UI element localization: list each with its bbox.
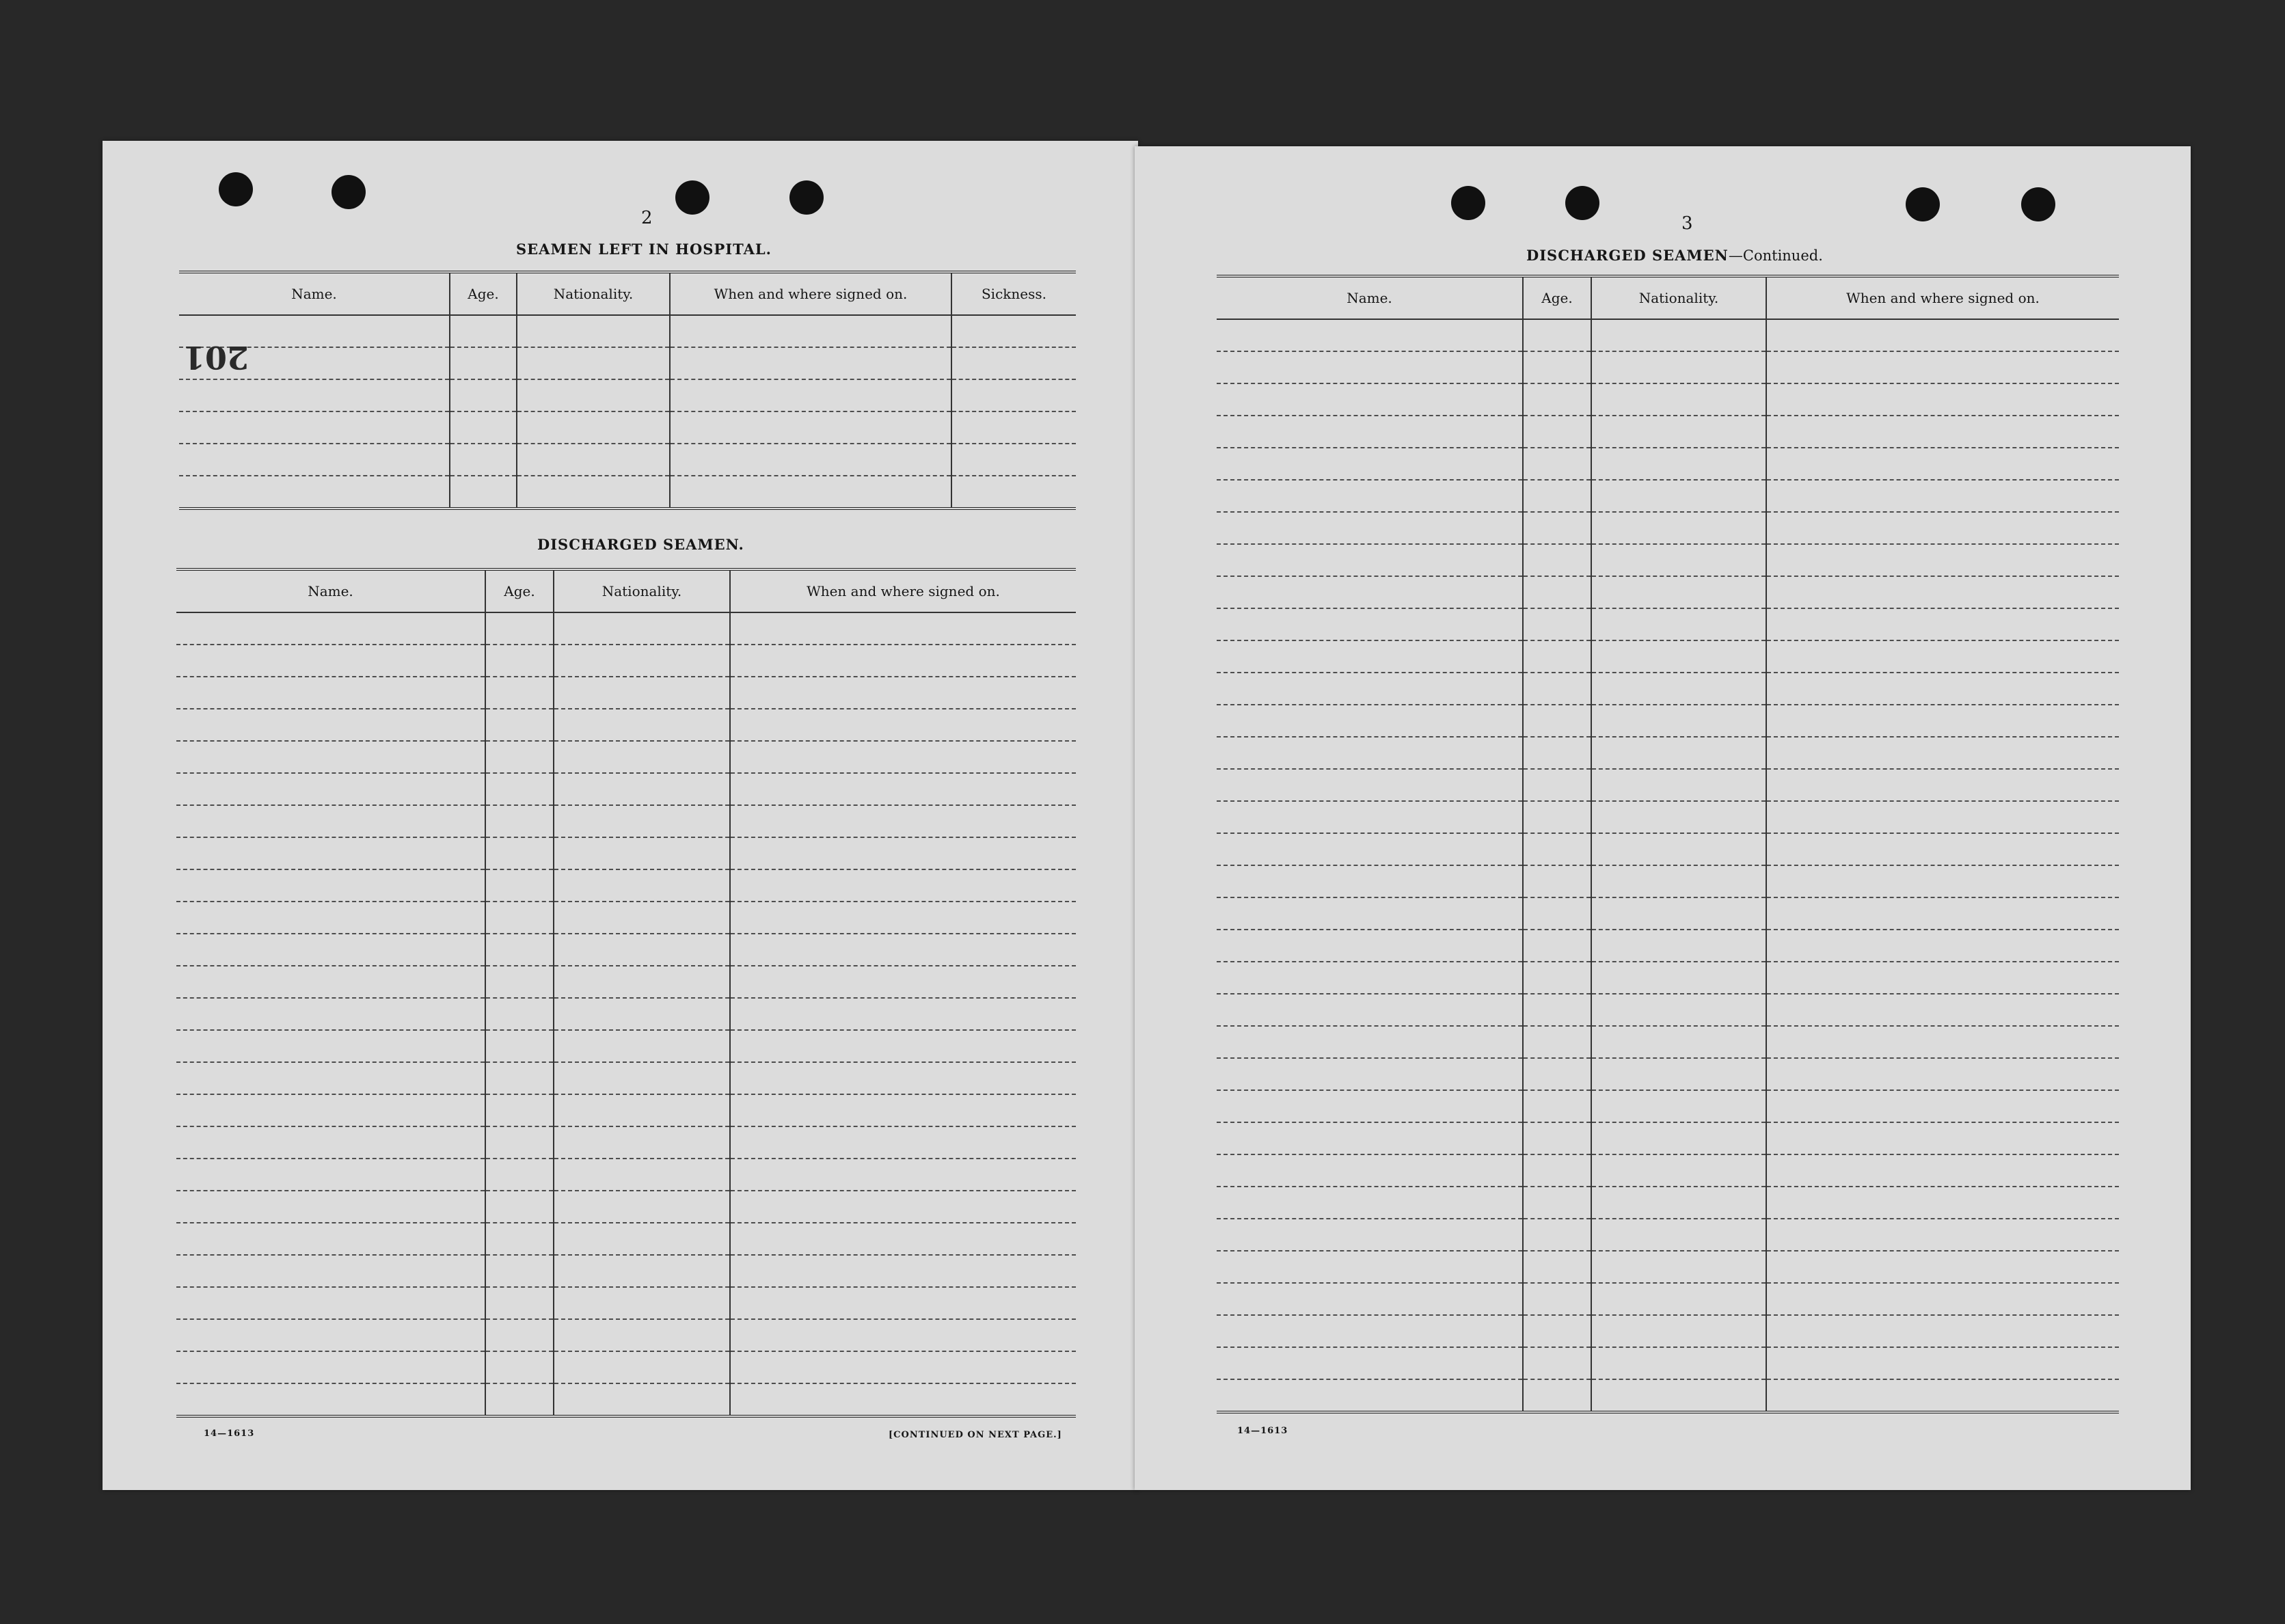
table-row — [179, 315, 1076, 347]
table-row — [1217, 769, 2119, 801]
column-header-nationality: Nationality. — [517, 272, 670, 315]
table-row — [1217, 962, 2119, 994]
form-number: 14—1613 — [204, 1429, 255, 1439]
table-row — [176, 934, 1076, 966]
table-row — [179, 476, 1076, 509]
punch-hole — [1906, 187, 1940, 221]
column-header-name: Name. — [1217, 276, 1523, 319]
punch-hole — [675, 180, 709, 215]
table-row — [1217, 1347, 2119, 1379]
table-row — [176, 1319, 1076, 1351]
punch-hole — [219, 172, 253, 206]
table-row — [176, 1191, 1076, 1223]
table-row — [1217, 640, 2119, 673]
table-row — [176, 1223, 1076, 1255]
table-row — [176, 645, 1076, 677]
table-row — [1217, 1283, 2119, 1315]
column-header-signed-on: When and where signed on. — [670, 272, 951, 315]
table-row — [1217, 383, 2119, 416]
table-row — [1217, 1026, 2119, 1058]
hospital-table — [179, 271, 1076, 510]
column-header-nationality: Nationality. — [554, 569, 730, 612]
table-row — [176, 1062, 1076, 1094]
table-row — [1217, 416, 2119, 448]
page-number: 2 — [641, 208, 653, 228]
form-number: 14—1613 — [1237, 1426, 1288, 1436]
table-row — [1217, 512, 2119, 544]
column-header-signed-on: When and where signed on. — [730, 569, 1076, 612]
table-row — [176, 869, 1076, 902]
table-row — [1217, 1379, 2119, 1412]
table-row — [1217, 1251, 2119, 1283]
left-page — [103, 141, 1138, 1490]
punch-hole — [1565, 186, 1599, 220]
punch-hole — [332, 175, 366, 209]
table-row — [176, 677, 1076, 709]
table-row — [1217, 897, 2119, 930]
continued-note: [CONTINUED ON NEXT PAGE.] — [889, 1430, 1062, 1440]
discharged-continued-rows — [1217, 319, 2119, 1412]
table-row — [176, 1126, 1076, 1159]
column-header-age: Age. — [1523, 276, 1591, 319]
table-row — [1217, 1315, 2119, 1347]
column-header-nationality: Nationality. — [1591, 276, 1766, 319]
table-row — [176, 966, 1076, 998]
table-row — [1217, 865, 2119, 897]
discharged-section-title: DISCHARGED SEAMEN. — [537, 536, 744, 553]
table-row — [1217, 448, 2119, 480]
table-row — [1217, 705, 2119, 737]
table-row — [1217, 1154, 2119, 1187]
table-row — [1217, 576, 2119, 608]
title-main: DISCHARGED SEAMEN — [1526, 247, 1729, 264]
table-row — [179, 411, 1076, 444]
table-row — [176, 1094, 1076, 1126]
punch-hole — [1451, 186, 1485, 220]
table-row — [176, 1383, 1076, 1416]
right-page — [1135, 146, 2191, 1490]
column-header-name: Name. — [179, 272, 450, 315]
table-row — [1217, 544, 2119, 576]
table-row — [179, 379, 1076, 411]
punch-hole — [2021, 187, 2055, 221]
table-row — [1217, 737, 2119, 769]
table-row — [176, 805, 1076, 837]
table-row — [179, 347, 1076, 379]
column-header-age: Age. — [485, 569, 554, 612]
discharged-continued-title — [1526, 247, 1823, 264]
title-suffix: —Continued. — [1728, 247, 1823, 264]
table-row — [1217, 608, 2119, 640]
table-row — [1217, 1187, 2119, 1219]
table-row — [176, 612, 1076, 645]
table-row — [1217, 801, 2119, 833]
table-row — [176, 741, 1076, 773]
table-row — [1217, 1122, 2119, 1154]
table-row — [1217, 1090, 2119, 1122]
table-row — [1217, 1058, 2119, 1090]
table-row — [176, 998, 1076, 1030]
column-header-signed-on: When and where signed on. — [1766, 276, 2119, 319]
table-row — [176, 1287, 1076, 1319]
table-row — [1217, 319, 2119, 351]
discharged-rows — [176, 612, 1076, 1416]
discharged-continued-table — [1217, 275, 2119, 1413]
table-row — [1217, 480, 2119, 512]
table-row — [1217, 994, 2119, 1026]
table-row — [1217, 833, 2119, 865]
table-row — [176, 1159, 1076, 1191]
table-row — [176, 1351, 1076, 1383]
punch-hole — [789, 180, 824, 215]
discharged-table — [176, 568, 1076, 1418]
column-header-sickness: Sickness. — [951, 272, 1076, 315]
table-row — [176, 902, 1076, 934]
column-header-name: Name. — [176, 569, 485, 612]
column-header-age: Age. — [450, 272, 517, 315]
table-row — [176, 773, 1076, 805]
table-row — [1217, 1219, 2119, 1251]
table-row — [176, 1030, 1076, 1062]
table-row — [1217, 930, 2119, 962]
handwritten-stamp-number: 201 — [183, 339, 249, 376]
hospital-section-title: SEAMEN LEFT IN HOSPITAL. — [516, 241, 772, 258]
table-row — [176, 1255, 1076, 1287]
hospital-rows — [179, 315, 1076, 509]
table-row — [179, 444, 1076, 476]
table-row — [1217, 351, 2119, 383]
page-number: 3 — [1681, 213, 1693, 234]
table-row — [176, 709, 1076, 741]
table-row — [1217, 673, 2119, 705]
table-row — [176, 837, 1076, 869]
